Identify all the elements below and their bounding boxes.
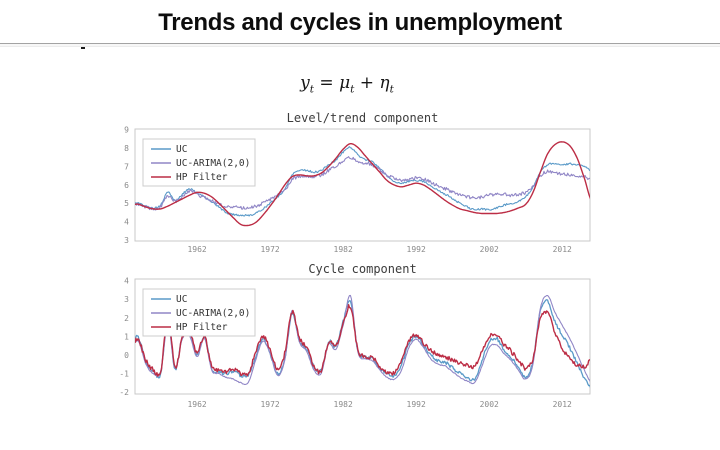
x-tick-label: 1972 (260, 400, 280, 409)
formula-subscript: t (350, 83, 355, 96)
formula-term: + (354, 73, 380, 93)
y-tick-label: 7 (124, 162, 129, 172)
slide-title: Trends and cycles in unemployment (158, 9, 562, 36)
y-tick-label: 5 (124, 199, 129, 209)
x-tick-label: 1962 (187, 245, 207, 254)
x-tick-label: 2002 (479, 400, 499, 409)
y-tick-label: 2 (124, 313, 129, 323)
y-tick-label: -1 (119, 369, 129, 379)
formula-subscript: t (309, 83, 314, 96)
level-trend-chart (100, 110, 620, 262)
y-tick-label: 4 (124, 217, 129, 227)
y-tick-label: 3 (124, 295, 129, 305)
x-tick-label: 2002 (479, 245, 499, 254)
x-tick-label: 1962 (187, 400, 207, 409)
stray-mark (81, 47, 85, 49)
y-tick-label: 8 (124, 144, 129, 154)
level-chart-canvas (100, 110, 620, 262)
legend-label: UC (176, 294, 188, 305)
chart-title: Level/trend component (286, 111, 439, 125)
y-tick-label: 9 (124, 125, 129, 135)
title-divider (0, 43, 720, 47)
formula (0, 73, 694, 95)
legend-label: UC (176, 144, 188, 155)
legend-label: UC-ARIMA(2,0) (176, 158, 251, 169)
x-tick-label: 1992 (406, 245, 426, 254)
formula-term: μ (339, 73, 351, 93)
legend-label: UC-ARIMA(2,0) (176, 308, 251, 319)
y-tick-label: 0 (124, 350, 129, 360)
x-tick-label: 2012 (552, 245, 572, 254)
x-tick-label: 1992 (406, 400, 426, 409)
y-tick-label: -2 (119, 387, 129, 397)
formula-term: = (314, 73, 340, 93)
x-tick-label: 1982 (333, 400, 353, 409)
y-tick-label: 1 (124, 332, 129, 342)
cycle-component-chart (100, 257, 620, 415)
cycle-chart-canvas (100, 257, 620, 415)
y-tick-label: 3 (124, 235, 129, 245)
legend-label: HP Filter (176, 172, 228, 183)
formula-term: η (379, 73, 390, 93)
y-tick-label: 4 (124, 276, 129, 286)
chart-title: Cycle component (308, 262, 417, 276)
formula-term: y (300, 73, 310, 93)
x-tick-label: 1972 (260, 245, 280, 254)
legend-label: HP Filter (176, 322, 228, 333)
x-tick-label: 1982 (333, 245, 353, 254)
y-tick-label: 6 (124, 180, 129, 190)
x-tick-label: 2012 (552, 400, 572, 409)
formula-subscript: t (389, 83, 394, 96)
